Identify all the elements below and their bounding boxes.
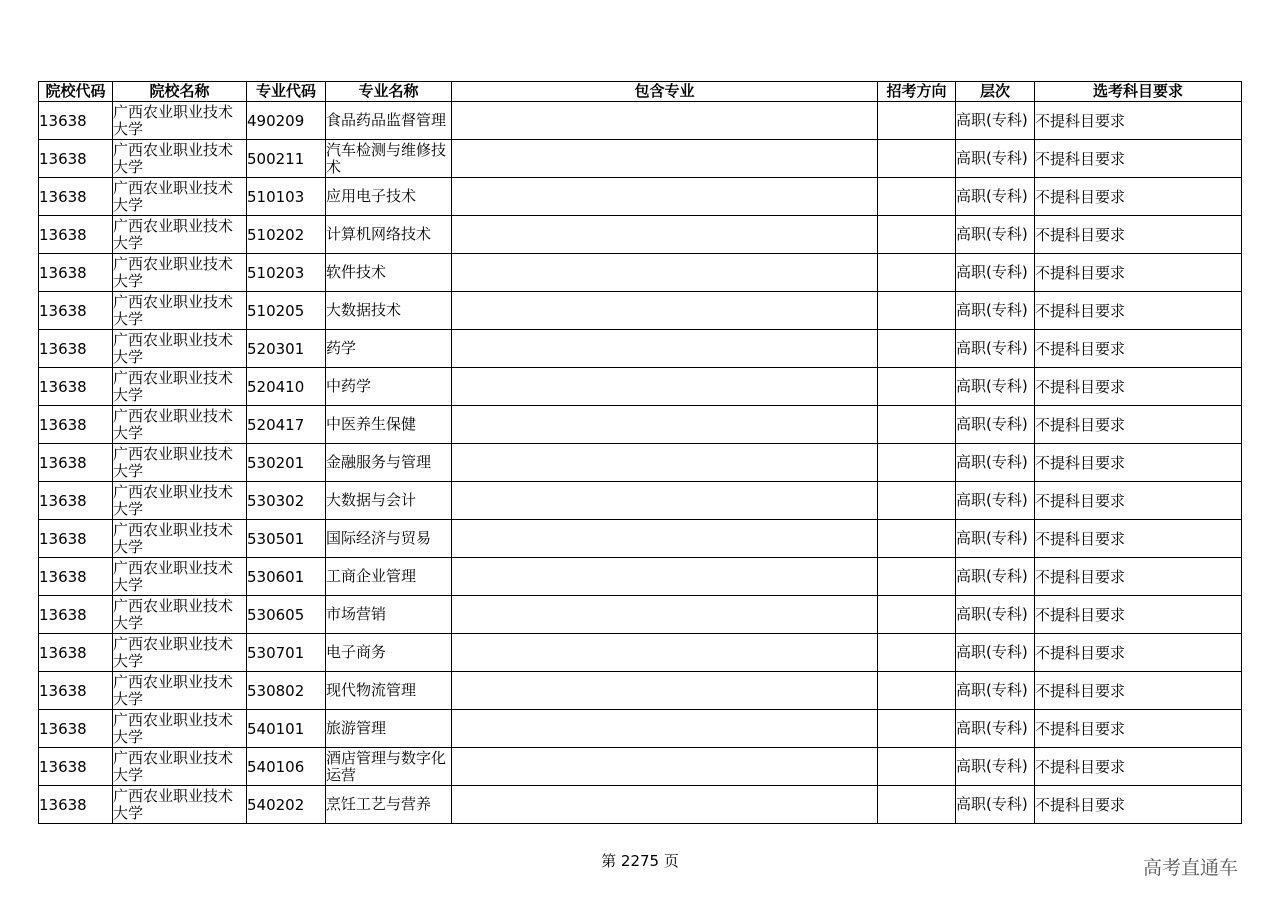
cell-included-majors <box>452 710 878 748</box>
cell-major-code: 520410 <box>247 368 326 406</box>
cell-major-code: 520417 <box>247 406 326 444</box>
cell-major-name-text: 金融服务与管理 <box>326 453 432 471</box>
cell-school-name <box>113 672 247 710</box>
cell-school-code: 13638 <box>39 786 113 824</box>
cell-included-majors <box>452 368 878 406</box>
cell-included-majors <box>452 216 878 254</box>
cell-school-name-text: 广西农业职业技术大学 <box>113 558 234 594</box>
cell-school-name <box>113 330 247 368</box>
cell-included-majors <box>452 140 878 178</box>
cell-major-name <box>326 444 452 482</box>
cell-major-name <box>326 748 452 786</box>
cell-included-majors <box>452 254 878 292</box>
cell-major-name <box>326 482 452 520</box>
cell-school-name <box>113 178 247 216</box>
cell-subject-requirement: 不提科目要求 <box>1035 672 1242 710</box>
cell-school-name-text: 广西农业职业技术大学 <box>113 178 234 214</box>
cell-direction <box>878 558 956 596</box>
cell-included-majors <box>452 672 878 710</box>
cell-included-majors <box>452 596 878 634</box>
header-school-name: 院校名称 <box>113 82 247 102</box>
cell-major-code: 510103 <box>247 178 326 216</box>
table-row <box>39 482 1242 520</box>
cell-direction <box>878 710 956 748</box>
cell-level: 高职(专科) <box>956 254 1035 292</box>
table-row <box>39 634 1242 672</box>
cell-school-code: 13638 <box>39 748 113 786</box>
cell-school-name-text: 广西农业职业技术大学 <box>113 254 234 290</box>
cell-level: 高职(专科) <box>956 178 1035 216</box>
cell-school-code: 13638 <box>39 482 113 520</box>
cell-major-name <box>326 786 452 824</box>
cell-subject-requirement: 不提科目要求 <box>1035 140 1242 178</box>
cell-direction <box>878 292 956 330</box>
cell-major-code: 530802 <box>247 672 326 710</box>
cell-level: 高职(专科) <box>956 102 1035 140</box>
cell-major-code: 530601 <box>247 558 326 596</box>
cell-school-code: 13638 <box>39 368 113 406</box>
cell-school-code: 13638 <box>39 596 113 634</box>
cell-major-name-text: 现代物流管理 <box>326 681 417 699</box>
cell-school-name-text: 广西农业职业技术大学 <box>113 368 234 404</box>
cell-included-majors <box>452 786 878 824</box>
cell-major-code: 530501 <box>247 520 326 558</box>
cell-school-name-text: 广西农业职业技术大学 <box>113 672 234 708</box>
cell-major-code: 540101 <box>247 710 326 748</box>
cell-school-name-text: 广西农业职业技术大学 <box>113 634 234 670</box>
table-row <box>39 520 1242 558</box>
cell-school-name <box>113 596 247 634</box>
header-direction: 招考方向 <box>878 82 956 102</box>
cell-direction <box>878 672 956 710</box>
cell-school-code: 13638 <box>39 634 113 672</box>
cell-level: 高职(专科) <box>956 292 1035 330</box>
cell-subject-requirement: 不提科目要求 <box>1035 178 1242 216</box>
cell-major-name-text: 大数据与会计 <box>326 491 417 509</box>
cell-level: 高职(专科) <box>956 520 1035 558</box>
header-row <box>39 82 1242 102</box>
cell-direction <box>878 216 956 254</box>
cell-school-name <box>113 140 247 178</box>
cell-school-name <box>113 444 247 482</box>
cell-school-name-text: 广西农业职业技术大学 <box>113 330 234 366</box>
cell-school-code: 13638 <box>39 292 113 330</box>
table-row <box>39 254 1242 292</box>
cell-level: 高职(专科) <box>956 596 1035 634</box>
table-row <box>39 710 1242 748</box>
cell-level: 高职(专科) <box>956 710 1035 748</box>
cell-subject-requirement: 不提科目要求 <box>1035 216 1242 254</box>
cell-school-code: 13638 <box>39 102 113 140</box>
cell-major-name <box>326 520 452 558</box>
table-row <box>39 596 1242 634</box>
cell-subject-requirement: 不提科目要求 <box>1035 558 1242 596</box>
cell-major-code: 530302 <box>247 482 326 520</box>
cell-school-code: 13638 <box>39 558 113 596</box>
cell-subject-requirement: 不提科目要求 <box>1035 254 1242 292</box>
cell-subject-requirement: 不提科目要求 <box>1035 406 1242 444</box>
table-row <box>39 102 1242 140</box>
cell-major-name <box>326 596 452 634</box>
cell-subject-requirement: 不提科目要求 <box>1035 786 1242 824</box>
cell-direction <box>878 140 956 178</box>
cell-included-majors <box>452 558 878 596</box>
cell-major-name <box>326 216 452 254</box>
cell-school-name-text: 广西农业职业技术大学 <box>113 216 234 252</box>
cell-level: 高职(专科) <box>956 634 1035 672</box>
cell-school-code: 13638 <box>39 178 113 216</box>
cell-school-name-text: 广西农业职业技术大学 <box>113 102 234 138</box>
cell-major-name <box>326 102 452 140</box>
cell-included-majors <box>452 330 878 368</box>
header-subject-requirement: 选考科目要求 <box>1035 82 1242 102</box>
cell-major-name <box>326 140 452 178</box>
cell-level: 高职(专科) <box>956 444 1035 482</box>
table-row <box>39 140 1242 178</box>
cell-level: 高职(专科) <box>956 558 1035 596</box>
cell-major-code: 510205 <box>247 292 326 330</box>
cell-included-majors <box>452 482 878 520</box>
cell-school-name <box>113 710 247 748</box>
cell-school-code: 13638 <box>39 406 113 444</box>
cell-major-name <box>326 368 452 406</box>
cell-major-name-text: 软件技术 <box>326 263 387 281</box>
cell-school-code: 13638 <box>39 710 113 748</box>
cell-subject-requirement: 不提科目要求 <box>1035 748 1242 786</box>
table-row <box>39 672 1242 710</box>
cell-major-name-text: 国际经济与贸易 <box>326 529 432 547</box>
cell-direction <box>878 330 956 368</box>
table-row <box>39 748 1242 786</box>
cell-included-majors <box>452 748 878 786</box>
cell-direction <box>878 444 956 482</box>
cell-school-code: 13638 <box>39 254 113 292</box>
cell-subject-requirement: 不提科目要求 <box>1035 292 1242 330</box>
cell-level: 高职(专科) <box>956 748 1035 786</box>
cell-level: 高职(专科) <box>956 786 1035 824</box>
cell-school-name-text: 广西农业职业技术大学 <box>113 292 234 328</box>
cell-school-name <box>113 520 247 558</box>
cell-school-code: 13638 <box>39 330 113 368</box>
cell-major-name-text: 汽车检测与维修技术 <box>326 140 447 176</box>
table-row <box>39 558 1242 596</box>
cell-major-name-text: 烹饪工艺与营养 <box>326 795 432 813</box>
cell-level: 高职(专科) <box>956 672 1035 710</box>
cell-school-code: 13638 <box>39 672 113 710</box>
cell-included-majors <box>452 406 878 444</box>
cell-major-name <box>326 178 452 216</box>
cell-direction <box>878 254 956 292</box>
cell-direction <box>878 406 956 444</box>
cell-level: 高职(专科) <box>956 482 1035 520</box>
cell-included-majors <box>452 634 878 672</box>
header-major-name: 专业名称 <box>326 82 452 102</box>
cell-school-name <box>113 292 247 330</box>
cell-level: 高职(专科) <box>956 216 1035 254</box>
cell-major-code: 490209 <box>247 102 326 140</box>
cell-school-name <box>113 748 247 786</box>
cell-subject-requirement: 不提科目要求 <box>1035 482 1242 520</box>
cell-subject-requirement: 不提科目要求 <box>1035 330 1242 368</box>
cell-major-name <box>326 254 452 292</box>
cell-major-code: 530701 <box>247 634 326 672</box>
table-row <box>39 330 1242 368</box>
cell-major-name-text: 食品药品监督管理 <box>326 111 447 129</box>
cell-school-name <box>113 786 247 824</box>
cell-subject-requirement: 不提科目要求 <box>1035 710 1242 748</box>
cell-major-name-text: 旅游管理 <box>326 719 387 737</box>
cell-school-name <box>113 102 247 140</box>
header-level: 层次 <box>956 82 1035 102</box>
cell-direction <box>878 634 956 672</box>
cell-direction <box>878 368 956 406</box>
cell-direction <box>878 786 956 824</box>
cell-major-name <box>326 672 452 710</box>
cell-subject-requirement: 不提科目要求 <box>1035 520 1242 558</box>
cell-school-name-text: 广西农业职业技术大学 <box>113 710 234 746</box>
cell-major-name-text: 工商企业管理 <box>326 567 417 585</box>
cell-school-name-text: 广西农业职业技术大学 <box>113 596 234 632</box>
cell-major-name-text: 大数据技术 <box>326 301 402 319</box>
cell-school-name-text: 广西农业职业技术大学 <box>113 140 234 176</box>
watermark-text: 高考直通车 <box>1143 857 1239 879</box>
cell-major-name-text: 中医养生保健 <box>326 415 417 433</box>
cell-school-code: 13638 <box>39 520 113 558</box>
cell-direction <box>878 748 956 786</box>
cell-direction <box>878 178 956 216</box>
cell-major-code: 500211 <box>247 140 326 178</box>
cell-school-name-text: 广西农业职业技术大学 <box>113 520 234 556</box>
cell-level: 高职(专科) <box>956 330 1035 368</box>
cell-school-name <box>113 254 247 292</box>
cell-school-name-text: 广西农业职业技术大学 <box>113 406 234 442</box>
cell-school-code: 13638 <box>39 444 113 482</box>
header-included-majors: 包含专业 <box>452 82 878 102</box>
cell-school-name <box>113 634 247 672</box>
cell-school-name-text: 广西农业职业技术大学 <box>113 482 234 518</box>
cell-major-name <box>326 406 452 444</box>
table-row <box>39 444 1242 482</box>
admissions-table <box>38 81 1242 824</box>
cell-major-code: 530201 <box>247 444 326 482</box>
cell-school-name-text: 广西农业职业技术大学 <box>113 748 234 784</box>
table-row <box>39 786 1242 824</box>
table-row <box>39 178 1242 216</box>
cell-major-name <box>326 330 452 368</box>
cell-school-name <box>113 368 247 406</box>
cell-school-code: 13638 <box>39 140 113 178</box>
cell-included-majors <box>452 292 878 330</box>
cell-direction <box>878 596 956 634</box>
header-major-code: 专业代码 <box>247 82 326 102</box>
cell-school-name-text: 广西农业职业技术大学 <box>113 786 234 822</box>
cell-major-name-text: 市场营销 <box>326 605 387 623</box>
table-row <box>39 216 1242 254</box>
page-number: 第 2275 页 <box>601 852 679 870</box>
cell-major-code: 510203 <box>247 254 326 292</box>
cell-school-name-text: 广西农业职业技术大学 <box>113 444 234 480</box>
cell-school-name <box>113 558 247 596</box>
cell-major-code: 530605 <box>247 596 326 634</box>
table-row <box>39 292 1242 330</box>
cell-included-majors <box>452 178 878 216</box>
cell-major-name-text: 电子商务 <box>326 643 387 661</box>
cell-included-majors <box>452 444 878 482</box>
cell-subject-requirement: 不提科目要求 <box>1035 368 1242 406</box>
cell-direction <box>878 520 956 558</box>
table-row <box>39 406 1242 444</box>
cell-direction <box>878 102 956 140</box>
cell-major-name <box>326 634 452 672</box>
cell-school-name <box>113 406 247 444</box>
cell-major-name <box>326 292 452 330</box>
header-school-code: 院校代码 <box>39 82 113 102</box>
cell-major-code: 540106 <box>247 748 326 786</box>
cell-level: 高职(专科) <box>956 406 1035 444</box>
cell-subject-requirement: 不提科目要求 <box>1035 444 1242 482</box>
cell-school-name <box>113 216 247 254</box>
cell-major-name-text: 计算机网络技术 <box>326 225 432 243</box>
cell-major-name-text: 应用电子技术 <box>326 187 417 205</box>
cell-major-code: 540202 <box>247 786 326 824</box>
cell-major-code: 520301 <box>247 330 326 368</box>
cell-subject-requirement: 不提科目要求 <box>1035 634 1242 672</box>
cell-major-name <box>326 558 452 596</box>
cell-included-majors <box>452 102 878 140</box>
cell-subject-requirement: 不提科目要求 <box>1035 102 1242 140</box>
cell-major-name-text: 药学 <box>326 339 357 357</box>
cell-level: 高职(专科) <box>956 368 1035 406</box>
cell-major-name <box>326 710 452 748</box>
cell-level: 高职(专科) <box>956 140 1035 178</box>
cell-direction <box>878 482 956 520</box>
cell-subject-requirement: 不提科目要求 <box>1035 596 1242 634</box>
cell-major-code: 510202 <box>247 216 326 254</box>
cell-included-majors <box>452 520 878 558</box>
cell-major-name-text: 酒店管理与数字化运营 <box>326 748 447 784</box>
cell-major-name-text: 中药学 <box>326 377 372 395</box>
cell-school-name <box>113 482 247 520</box>
cell-school-code: 13638 <box>39 216 113 254</box>
table-row <box>39 368 1242 406</box>
